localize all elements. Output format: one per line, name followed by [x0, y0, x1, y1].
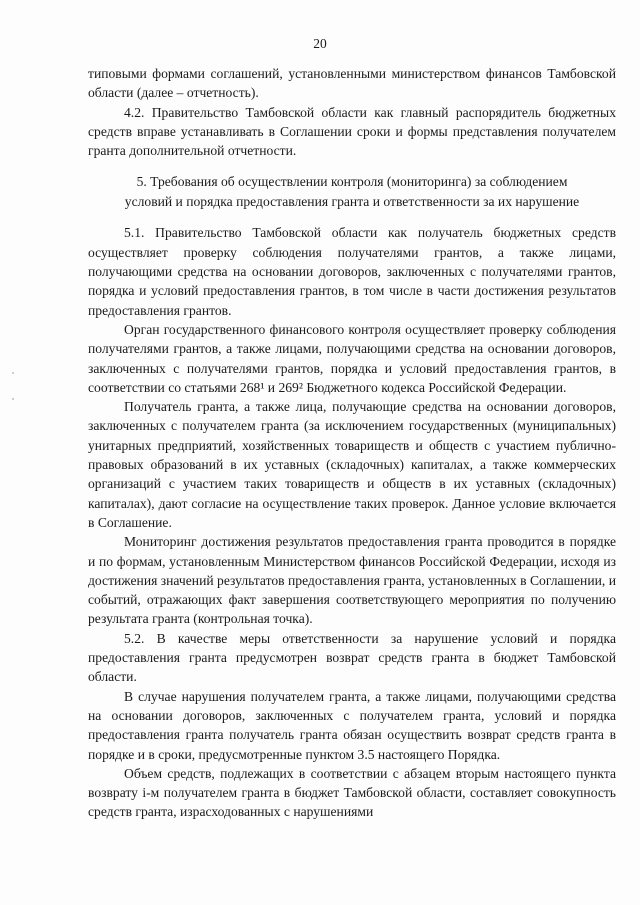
scan-mark [12, 372, 14, 374]
paragraph-5-2: 5.2. В качестве меры ответственности за нарушение условий и порядка предоставления гранта предусмотрен возврат средств гранта в бюджет Тамбовской области. [88, 630, 616, 685]
paragraph-5-1: 5.1. Правительство Тамбовской области как получатель бюджетных средств осуществляет проверку соблюдения получателями грантов, а также лицами, получающими средства на основании договоров, заключенных с получателями грантов, порядка и условий предоставления грантов, в том числе в части достижения результатов предоставления грантов. [88, 225, 616, 318]
paragraph-violation: В случае нарушения получателем гранта, а также лицами, получающими средства на основании договоров, заключенных с получателем гранта, условий и порядка предоставления гранта получатель гранта обязан осуществить возврат средств гранта в порядке и в сроки, предусмотренные пунктом 3.5 настоящего Порядка. [88, 688, 616, 762]
document-body [88, 64, 616, 822]
section-5-heading-line2: условий и порядка предоставления гранта и ответственности за их нарушение [124, 193, 580, 209]
scan-mark [12, 398, 14, 400]
section-5-heading [88, 172, 616, 211]
page-number: 20 [313, 36, 327, 51]
paragraph-continuation: типовыми формами соглашений, установленными министерством финансов Тамбовской области (далее – отчетность). [88, 66, 616, 101]
paragraph-monitoring: Мониторинг достижения результатов предоставления гранта проводится в порядке и по формам, установленным Министерством финансов Российской Федерации, исходя из достижения значений результатов предоставления гранта, установленных в Соглашении, и событий, отражающих факт завершения соответствующего мероприятия по получению результата гранта (контрольная точка). [88, 534, 616, 627]
paragraph-refund-volume: Объем средств, подлежащих в соответствии с абзацем вторым настоящего пункта возврату i-м получателем гранта в бюджет Тамбовской области, составляет совокупность средств гранта, израсходованных с нарушениями [88, 765, 616, 820]
paragraph-4-2: 4.2. Правительство Тамбовской области как главный распорядитель бюджетных средств вправе устанавливать в Соглашении сроки и формы представления получателем гранта дополнительной отчетности. [88, 104, 616, 159]
paragraph-consent: Получатель гранта, а также лица, получающие средства на основании договоров, заключенных с получателем гранта (за исключением государственных (муниципальных) унитарных предприятий, хозяйственных товариществ и обществ с участием публично-правовых образований в их уставных (складочных) капиталах, а также коммерческих организаций с участием таких товариществ и обществ в их уставных (складочных) капиталах), дают согласие на осуществление таких проверок. Данное условие включается в Соглашение. [88, 399, 616, 530]
section-5-heading-line1: 5. Требования об осуществлении контроля (мониторинга) за соблюдением [136, 174, 568, 190]
paragraph-state-control: Орган государственного финансового контроля осуществляет проверку соблюдения получателями грантов, а также лицами, получающими средства на основании договоров, заключенных с получателями грантов, порядка и условий предоставления грантов, в соответствии со статьями 268¹ и 269² Бюджетного кодекса Российской Федерации. [88, 321, 616, 395]
